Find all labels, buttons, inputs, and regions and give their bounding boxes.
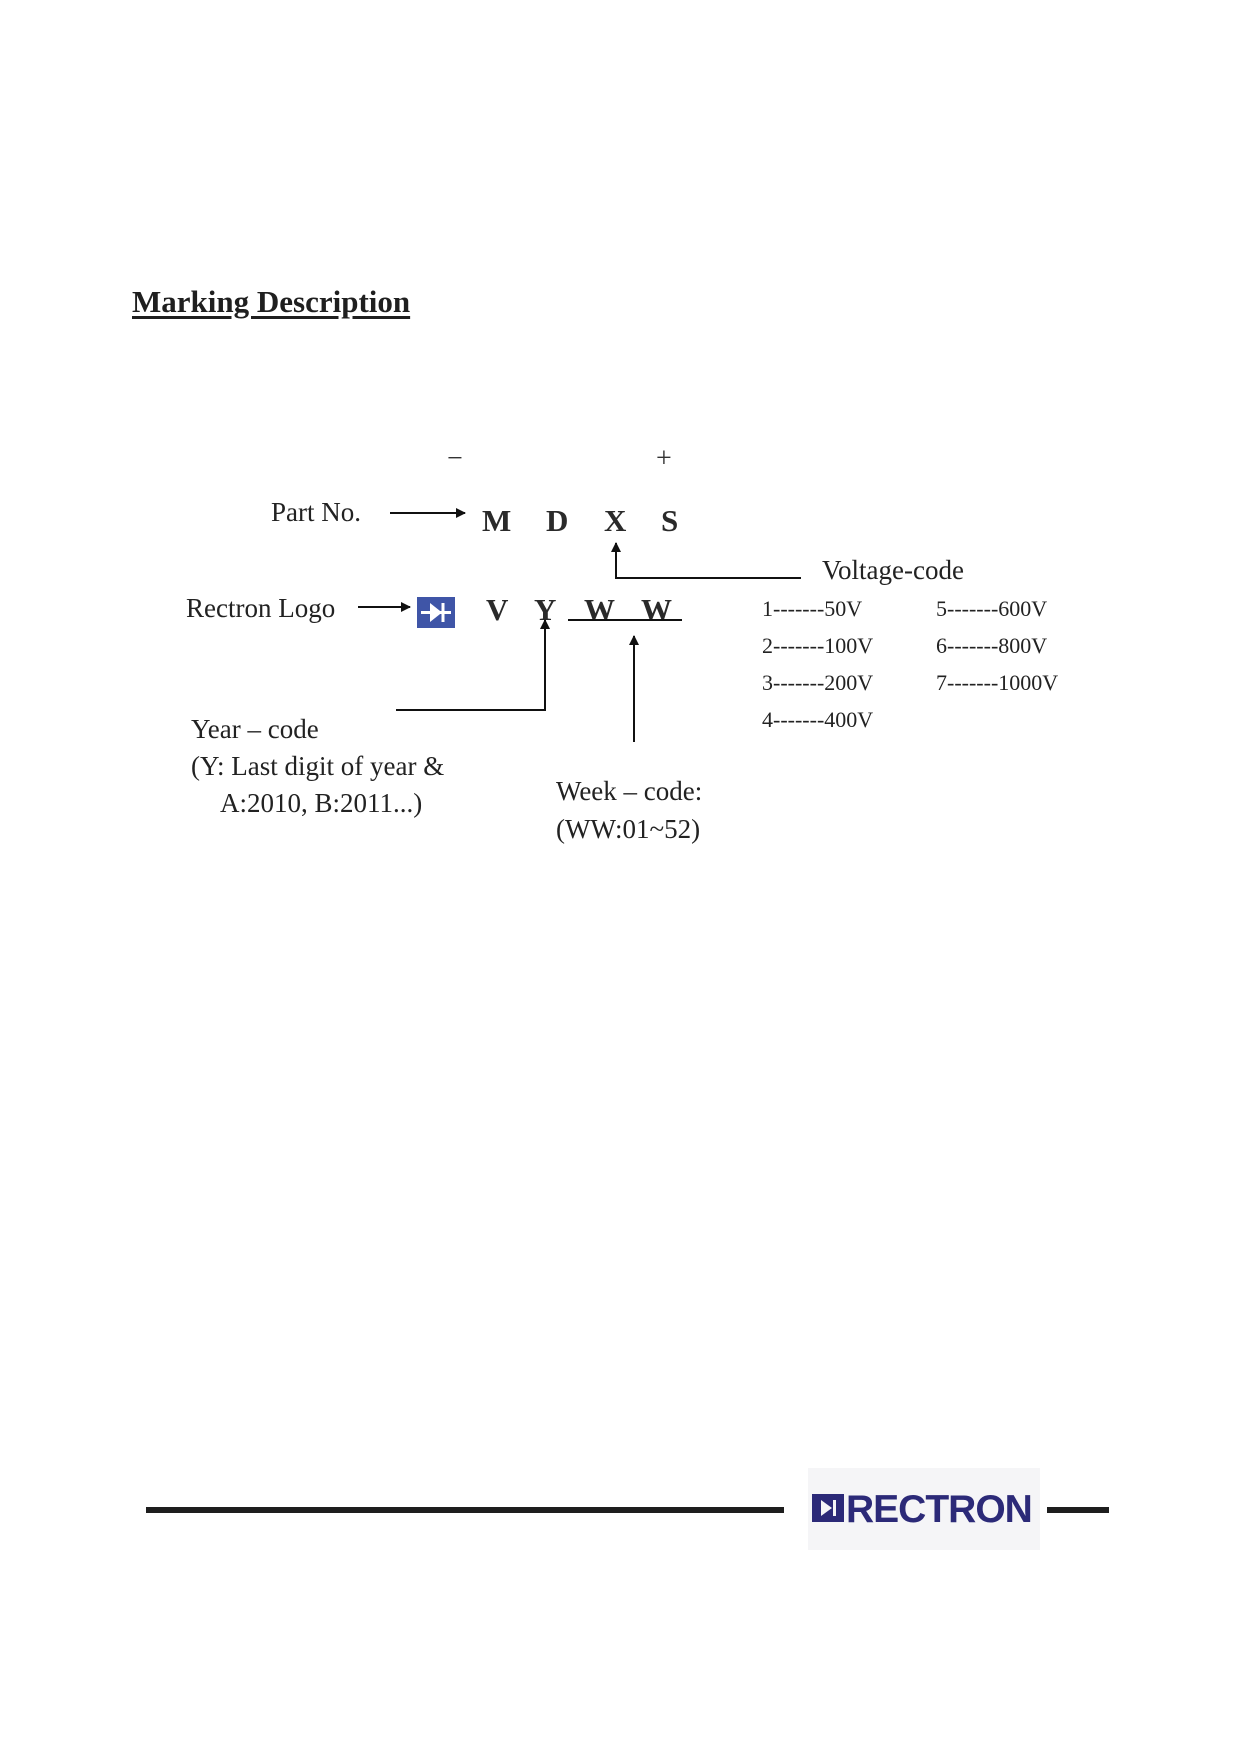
rectron-brand-icon <box>812 1494 844 1522</box>
page-title: Marking Description <box>132 284 411 319</box>
brand-wordmark: RECTRON <box>846 1488 1032 1531</box>
mark-m: M <box>482 503 512 538</box>
part-no-label: Part No. <box>271 497 361 527</box>
voltage-code-3: 3-------200V <box>762 670 874 695</box>
year-code-title: Year – code <box>191 714 319 744</box>
plus-sign: + <box>656 443 672 474</box>
mark-d: D <box>546 503 569 538</box>
year-code-pointer <box>396 620 545 710</box>
voltage-code-4: 4-------400V <box>762 707 874 732</box>
voltage-code-2: 2-------100V <box>762 633 874 658</box>
week-code-title: Week – code: <box>556 776 703 806</box>
mark-w2: W <box>641 592 672 627</box>
mark-w1: W <box>584 592 615 627</box>
footer-rule-left <box>146 1507 784 1513</box>
mark-x: X <box>604 503 627 538</box>
voltage-code-pointer <box>616 543 801 578</box>
voltage-code-label: Voltage-code <box>822 555 964 585</box>
voltage-code-1: 1-------50V <box>762 596 863 621</box>
year-code-desc: (Y: Last digit of year & <box>191 751 445 781</box>
rectron-logo-label: Rectron Logo <box>186 593 336 623</box>
mark-v: V <box>486 592 509 627</box>
mark-y: Y <box>534 592 557 627</box>
week-code-range: (WW:01~52) <box>556 814 701 844</box>
mark-s: S <box>661 503 679 538</box>
voltage-code-5: 5-------600V <box>936 596 1048 621</box>
voltage-code-7: 7-------1000V <box>936 670 1059 695</box>
footer-rule-right <box>1047 1507 1109 1513</box>
minus-sign: − <box>447 443 463 474</box>
voltage-code-6: 6-------800V <box>936 633 1048 658</box>
year-code-examples: A:2010, B:2011...) <box>220 788 423 818</box>
